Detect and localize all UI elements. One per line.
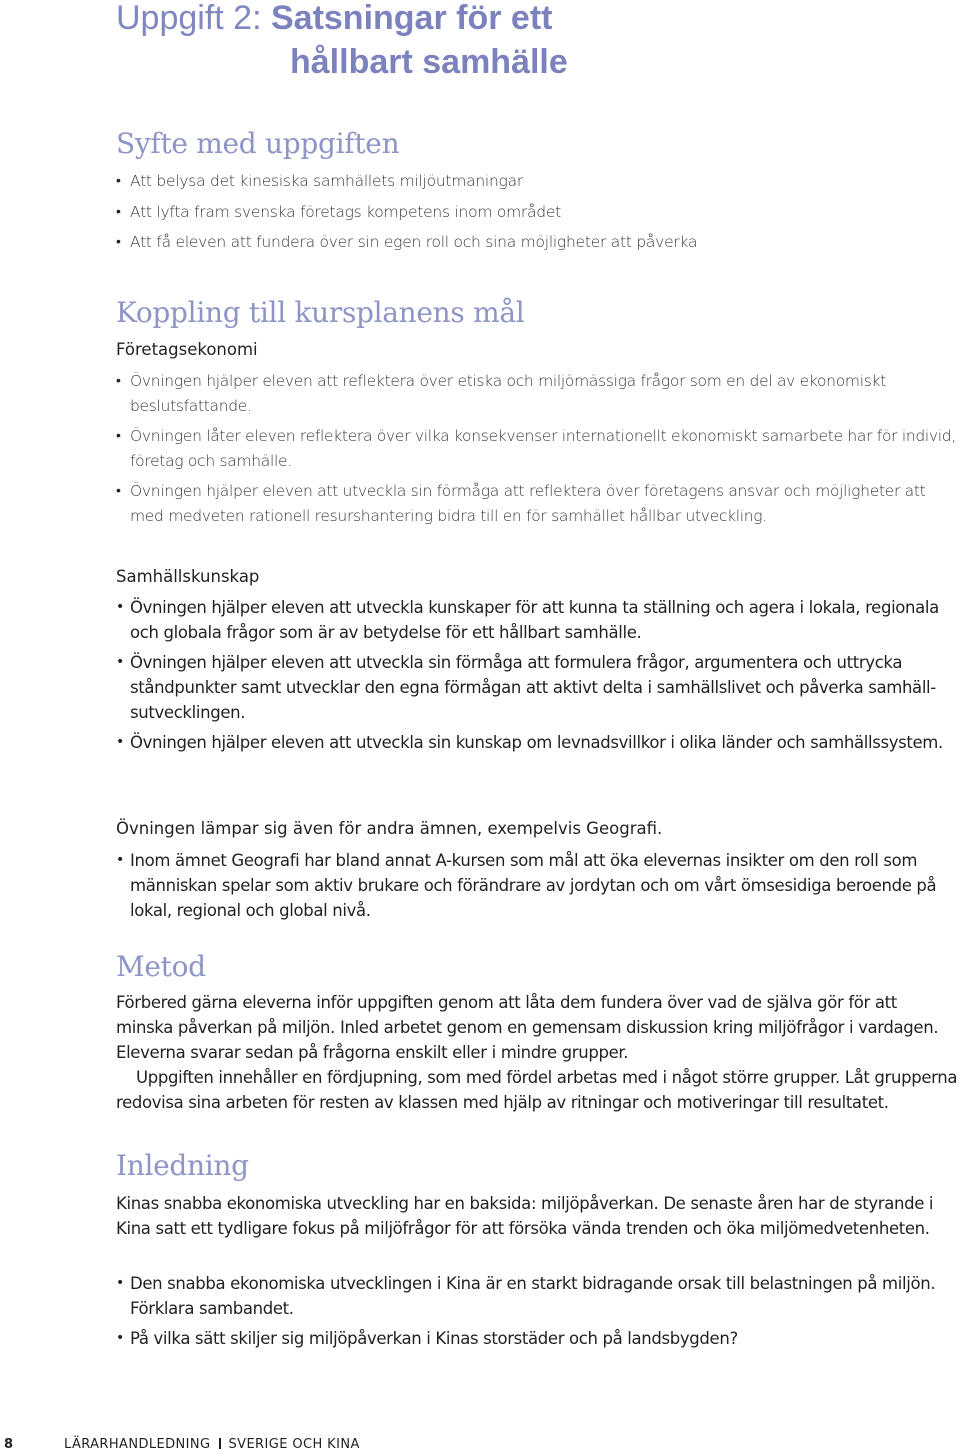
running-title-left: LÄRARHANDLEDNING: [64, 1437, 211, 1452]
footer-separator: [219, 1438, 221, 1449]
geografi-label: Övningen lämpar sig även för andra ämnen, exempelvis Geografi.: [116, 819, 663, 838]
running-title: [64, 1437, 360, 1452]
foretagsekonomi-list: [116, 369, 958, 534]
title-line-1: Satsningar för ett: [270, 0, 553, 37]
koppling-heading: Koppling till kursplanens mål: [116, 296, 525, 329]
list-item: • Att lyfta fram svenska företags kompetens inom området: [116, 197, 956, 228]
list-item: • Övningen hjälper eleven att utveckla sin förmåga att reflektera över företagens ansvar och möjligheter att med medveten rationell resurshantering bidra till en för samhället hållbar utveckling.: [116, 479, 958, 529]
list-item: • På vilka sätt skiljer sig miljöpåverkan i Kinas storstäder och på landsbygden?: [116, 1326, 958, 1351]
metod-heading: Metod: [116, 950, 206, 983]
inledning-heading: Inledning: [116, 1149, 249, 1182]
geografi-list: [116, 848, 958, 928]
list-item: • Övningen hjälper eleven att utveckla kunskaper för att kunna ta ställning och agera i lokala, regionala och globala frågor som är av betydelse för ett hållbart samhälle.: [116, 595, 958, 645]
list-item: • Övningen hjälper eleven att reflektera över etiska och miljömässiga frågor som en del av ekonomiskt beslutsfattande.: [116, 369, 958, 419]
list-item: • Övningen låter eleven reflektera över vilka konsekvenser internationellt ekonomiskt samarbete har för individ, företag och samhälle.: [116, 424, 958, 474]
samhallskunskap-label: Samhällskunskap: [116, 567, 260, 586]
inledning-list: [116, 1271, 958, 1356]
title-prefix: Uppgift 2:: [116, 0, 271, 37]
title-line-2: hållbart samhälle: [290, 43, 568, 81]
list-item: • Att få eleven att fundera över sin egen roll och sina möjligheter att påverka: [116, 227, 956, 258]
syfte-heading: Syfte med uppgiften: [116, 127, 400, 160]
list-item: • Övningen hjälper eleven att utveckla sin förmåga att formulera frågor, argumentera och uttrycka ståndpunkter samt utvecklar den egna förmågan att aktivt delta i samhällslivet och påverka samhällsutvecklingen.: [116, 650, 958, 725]
metod-paragraph-1: Förbered gärna eleverna inför uppgiften genom att låta dem fundera över vad de själva gör för att minska påverkan på miljön. Inled arbetet genom en gemensam diskussion kring miljöfrågor i vardagen. Eleverna svarar sedan på frågorna enskilt eller i mindre grupper.: [116, 993, 939, 1062]
syfte-list: [116, 166, 956, 258]
page-number: 8: [4, 1437, 14, 1452]
samhallskunskap-list: [116, 595, 958, 760]
inledning-paragraph: Kinas snabba ekonomiska utveckling har en baksida: miljöpåverkan. De senaste åren har de styrande i Kina satt ett tydligare fokus på miljöfrågor för att försöka vända trenden och öka miljömedvetenheten.: [116, 1194, 934, 1238]
list-item: • Inom ämnet Geografi har bland annat A-kursen som mål att öka elevernas insikter om den roll som människan spelar som aktiv brukare och förändrare av jordytan och om vårt ömsesidiga beroende på lokal, regional och global nivå.: [116, 848, 958, 923]
list-item: • Övningen hjälper eleven att utveckla sin kunskap om levnadsvillkor i olika länder och samhällssystem.: [116, 730, 958, 755]
metod-paragraph-2: Uppgiften innehåller en fördjupning, som med fördel arbetas med i något större grupper. Låt grupperna redovisa sina arbeten för resten av klassen med hjälp av ritningar och motiveringar till resultatet.: [116, 1068, 958, 1112]
list-item: • Den snabba ekonomiska utvecklingen i Kina är en starkt bidragande orsak till belastningen på miljön. Förklara sambandet.: [116, 1271, 958, 1321]
page-title: [116, 0, 716, 84]
list-item: • Att belysa det kinesiska samhällets miljöutmaningar: [116, 166, 956, 197]
foretagsekonomi-label: Företagsekonomi: [116, 340, 258, 359]
running-title-right: SVERIGE OCH KINA: [228, 1437, 360, 1452]
